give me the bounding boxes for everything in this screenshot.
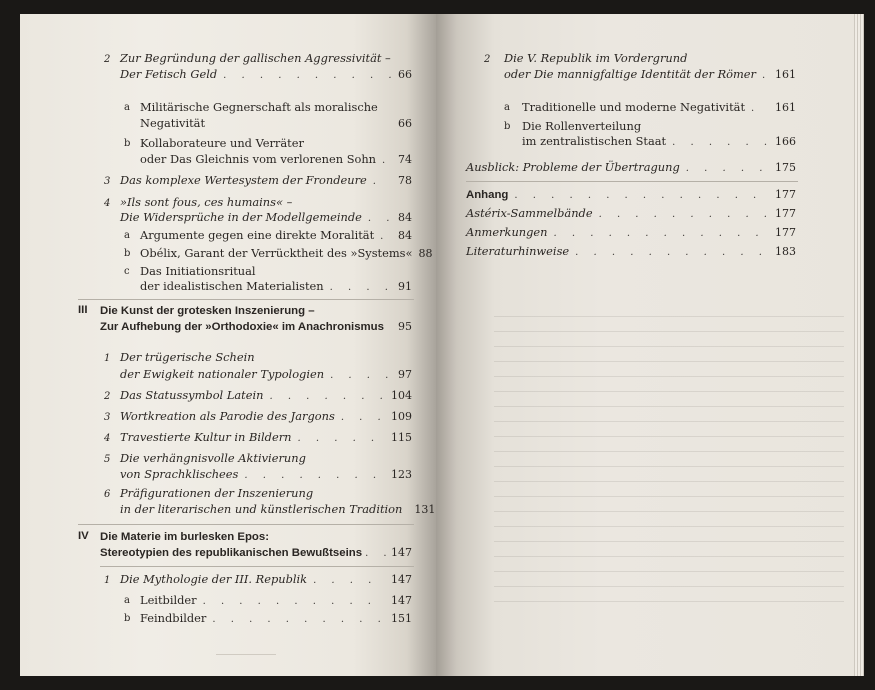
page-number: 78 (398, 174, 412, 187)
show-through-texture (494, 312, 844, 602)
toc-entry (466, 187, 796, 203)
page-number: 95 (398, 320, 412, 333)
leader-dots (203, 594, 385, 609)
toc-entry-title: der Ewigkeit nationaler Typologien (120, 367, 325, 381)
leader-dots (365, 546, 388, 561)
entry-number: 5 (104, 454, 111, 465)
entry-letter: c (124, 266, 130, 277)
page-number: 166 (775, 135, 796, 148)
toc-entry-title: Astérix-Sammelbände (466, 206, 593, 220)
entry-letter: a (504, 102, 510, 113)
page-number: 147 (391, 546, 412, 559)
entry-number: 3 (104, 412, 111, 423)
entry-number: 2 (484, 54, 491, 65)
toc-entry (120, 572, 412, 588)
toc-entry (120, 210, 412, 226)
entry-letter: a (124, 102, 130, 113)
toc-entry-title: Das komplexe Wertesystem der Frondeure (120, 173, 367, 187)
toc-entry (120, 67, 412, 83)
page-number: 104 (391, 389, 412, 402)
divider (100, 566, 414, 567)
entry-number: 2 (104, 391, 111, 402)
leader-dots (341, 410, 385, 425)
divider (466, 181, 798, 182)
toc-entry-title: Negativität (140, 116, 206, 130)
toc-entry-title: Die Rollenverteilung (522, 119, 642, 133)
entry-letter: b (124, 613, 131, 624)
toc-entry (140, 593, 412, 609)
toc-entry (140, 116, 412, 132)
leader-dots (330, 280, 392, 295)
toc-entry-title: oder Die mannigfaltige Identität der Römer (504, 67, 756, 81)
toc-entry-title: Leitbilder (140, 593, 197, 607)
toc-entry-title: Argumente gegen eine direkte Moralität (140, 228, 375, 242)
toc-entry-title: Präfigurationen der Inszenierung (120, 486, 314, 500)
toc-entry-title: von Sprachklischees (120, 467, 239, 481)
toc-entry (120, 467, 412, 483)
toc-entry-title: Die V. Republik im Vordergrund (504, 51, 688, 65)
toc-entry (140, 611, 412, 627)
toc-entry-title: Kollaborateure und Verräter (140, 136, 304, 150)
toc-entry (100, 319, 412, 335)
toc-entry (120, 388, 412, 404)
toc-entry (504, 67, 796, 83)
toc-entry (466, 160, 796, 176)
toc-entry (140, 228, 412, 244)
divider (78, 299, 414, 300)
entry-number: 1 (104, 353, 111, 364)
toc-entry (466, 225, 796, 241)
toc-entry (522, 134, 796, 150)
toc-entry (466, 244, 796, 260)
leader-dots (298, 431, 386, 446)
left-page (20, 14, 436, 676)
page-number: 66 (398, 68, 412, 81)
chapter-title: Die Materie im burlesken Epos: (100, 531, 270, 543)
page-number: 66 (398, 117, 412, 130)
page-number: 183 (775, 245, 796, 258)
toc-entry-title: Ausblick: Probleme der Übertragung (466, 160, 680, 174)
toc-entry-title: Anhang (466, 189, 509, 201)
toc-entry (522, 100, 796, 116)
leader-dots (212, 612, 385, 627)
toc-entry-title: der idealistischen Materialisten (140, 279, 324, 293)
page-number: 161 (775, 101, 796, 114)
page-number: 97 (398, 368, 412, 381)
toc-entry (120, 430, 412, 446)
divider (216, 654, 276, 655)
toc-entry-title: oder Das Gleichnis vom verlorenen Sohn (140, 152, 377, 166)
entry-number: 3 (104, 176, 111, 187)
leader-dots (686, 161, 769, 176)
toc-entry (100, 545, 412, 561)
page-number: 151 (391, 612, 412, 625)
leader-dots (575, 245, 769, 260)
toc-entry-title: Die Widersprüche in der Modellgemeinde (120, 210, 362, 224)
page-number: 147 (391, 573, 412, 586)
toc-entry-title: Das Statussymbol Latein (120, 388, 264, 402)
toc-entry (140, 279, 412, 295)
entry-number: 6 (104, 489, 111, 500)
page-number: 88 (418, 247, 433, 260)
page-number: 115 (391, 431, 412, 444)
toc-entry (120, 502, 436, 518)
toc-entry-title: Die Mythologie der III. Republik (120, 572, 308, 586)
leader-dots (313, 573, 385, 588)
leader-dots (599, 207, 769, 222)
page-number: 131 (414, 503, 436, 516)
leader-dots (244, 468, 385, 483)
page-number: 147 (391, 594, 412, 607)
toc-entry-title: Literaturhinweise (466, 244, 570, 258)
toc-entry-title: Traditionelle und moderne Negativität (522, 100, 746, 114)
chapter-title: Die Kunst der grotesken Inszenierung – (100, 305, 315, 317)
leader-dots (380, 229, 392, 244)
page-number: 123 (391, 468, 412, 481)
toc-entry-title: »Ils sont fous, ces humains« – (120, 195, 293, 209)
toc-entry-title: Die verhängnisvolle Aktivierung (120, 451, 306, 465)
chapter-number: III (78, 304, 88, 316)
toc-entry (120, 173, 412, 189)
entry-number: 4 (104, 433, 111, 444)
toc-entry-title: Feindbilder (140, 611, 207, 625)
leader-dots (514, 188, 769, 203)
entry-letter: a (124, 595, 130, 606)
leader-dots (672, 135, 769, 150)
entry-number: 1 (104, 575, 111, 586)
entry-letter: b (124, 138, 131, 149)
leader-dots (223, 68, 392, 83)
entry-letter: b (504, 121, 511, 132)
page-number: 175 (775, 161, 796, 174)
page-number: 161 (775, 68, 796, 81)
chapter-number: IV (78, 530, 89, 542)
toc-entry-title: Das Initiationsritual (140, 264, 256, 278)
toc-entry-title: Wortkreation als Parodie des Jargons (120, 409, 335, 423)
entry-number: 4 (104, 198, 111, 209)
leader-dots (269, 389, 385, 404)
toc-entry-title: in der literarischen und künstlerischen Tradition (120, 502, 403, 516)
entry-letter: a (124, 230, 130, 241)
page-number: 177 (775, 207, 796, 220)
chapter-title: Stereotypien des republikanischen Bewußtseins (100, 547, 363, 559)
chapter-title: Zur Aufhebung der »Orthodoxie« im Anachronismus (100, 321, 384, 333)
toc-entry (120, 409, 412, 425)
toc-entry (140, 246, 433, 262)
toc-entry-title: im zentralistischen Staat (522, 134, 667, 148)
leader-dots (554, 226, 770, 241)
toc-entry-title: Militärische Gegnerschaft als moralische (140, 100, 378, 114)
right-page (436, 14, 854, 676)
leader-dots (382, 153, 392, 168)
toc-entry (120, 367, 412, 383)
page-number: 74 (398, 153, 412, 166)
toc-entry-title: Travestierte Kultur in Bildern (120, 430, 292, 444)
leader-dots (373, 174, 392, 189)
page-number: 109 (391, 410, 412, 423)
leader-dots (368, 211, 392, 226)
leader-dots (751, 101, 769, 116)
page-number: 177 (775, 188, 796, 201)
leader-dots (762, 68, 769, 83)
entry-number: 2 (104, 54, 111, 65)
divider (78, 524, 414, 525)
page-number: 84 (398, 229, 412, 242)
toc-entry-title: Anmerkungen (466, 225, 548, 239)
entry-letter: b (124, 248, 131, 259)
toc-entry-title: Zur Begründung der gallischen Aggressivität – (120, 51, 391, 65)
leader-dots (330, 368, 392, 383)
page-number: 91 (398, 280, 412, 293)
toc-entry-title: Der trügerische Schein (120, 350, 255, 364)
toc-entry-title: Der Fetisch Geld (120, 67, 218, 81)
toc-entry (140, 152, 412, 168)
toc-entry (466, 206, 796, 222)
page-number: 177 (775, 226, 796, 239)
page-edges (854, 14, 864, 676)
page-number: 84 (398, 211, 412, 224)
toc-entry-title: Obélix, Garant der Verrücktheit des »Systems« (140, 246, 413, 260)
